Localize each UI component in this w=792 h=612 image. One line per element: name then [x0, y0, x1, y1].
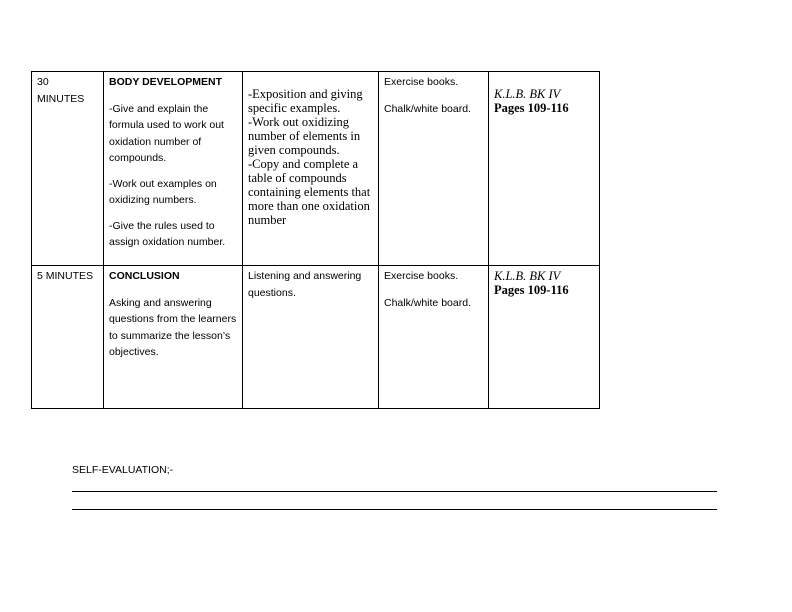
time-value: 30 MINUTES — [37, 76, 85, 105]
stage-heading: BODY DEVELOPMENT — [109, 76, 222, 88]
resource-text: Chalk/white board. — [384, 296, 471, 309]
self-evaluation-label: SELF-EVALUATION;- — [72, 464, 174, 476]
reference-book: K.L.B. BK IV — [494, 87, 561, 101]
activities-cell — [243, 266, 379, 409]
resource-text: Chalk/white board. — [384, 102, 471, 115]
lesson-plan-table — [31, 71, 600, 409]
step-text: -Give the rules used to assign oxidation number. — [109, 219, 226, 248]
table-row — [32, 266, 600, 409]
steps-cell — [104, 72, 243, 266]
resources-cell — [379, 266, 489, 409]
reference-pages: Pages 109-116 — [494, 101, 569, 115]
resource-text: Exercise books. — [384, 76, 459, 88]
activity-text: -Work out oxidizing number of elements in given compounds. — [248, 115, 361, 157]
reference-pages: Pages 109-116 — [494, 283, 569, 297]
writing-line — [72, 491, 717, 492]
activity-text: -Exposition and giving specific examples. — [248, 87, 363, 115]
reference-cell — [489, 266, 600, 409]
stage-heading: CONCLUSION — [109, 270, 180, 282]
activity-text: -Copy and complete a table of compounds containing elements that more than one oxidation number — [248, 157, 371, 227]
step-text: -Work out examples on oxidizing numbers. — [109, 177, 217, 206]
table-row — [32, 72, 600, 266]
writing-line — [72, 509, 717, 510]
reference-book: K.L.B. BK IV — [494, 269, 561, 283]
step-text: -Give and explain the formula used to work out oxidation number of compounds. — [109, 102, 224, 164]
resource-text: Exercise books. — [384, 270, 459, 282]
time-cell — [32, 72, 104, 266]
time-cell — [32, 266, 104, 409]
steps-cell — [104, 266, 243, 409]
activity-text: Listening and answering questions. — [248, 270, 362, 299]
time-value: 5 MINUTES — [37, 270, 94, 282]
activities-cell — [243, 72, 379, 266]
resources-cell — [379, 72, 489, 266]
reference-cell — [489, 72, 600, 266]
step-text: Asking and answering questions from the learners to summarize the lesson’s objectives. — [109, 296, 237, 358]
